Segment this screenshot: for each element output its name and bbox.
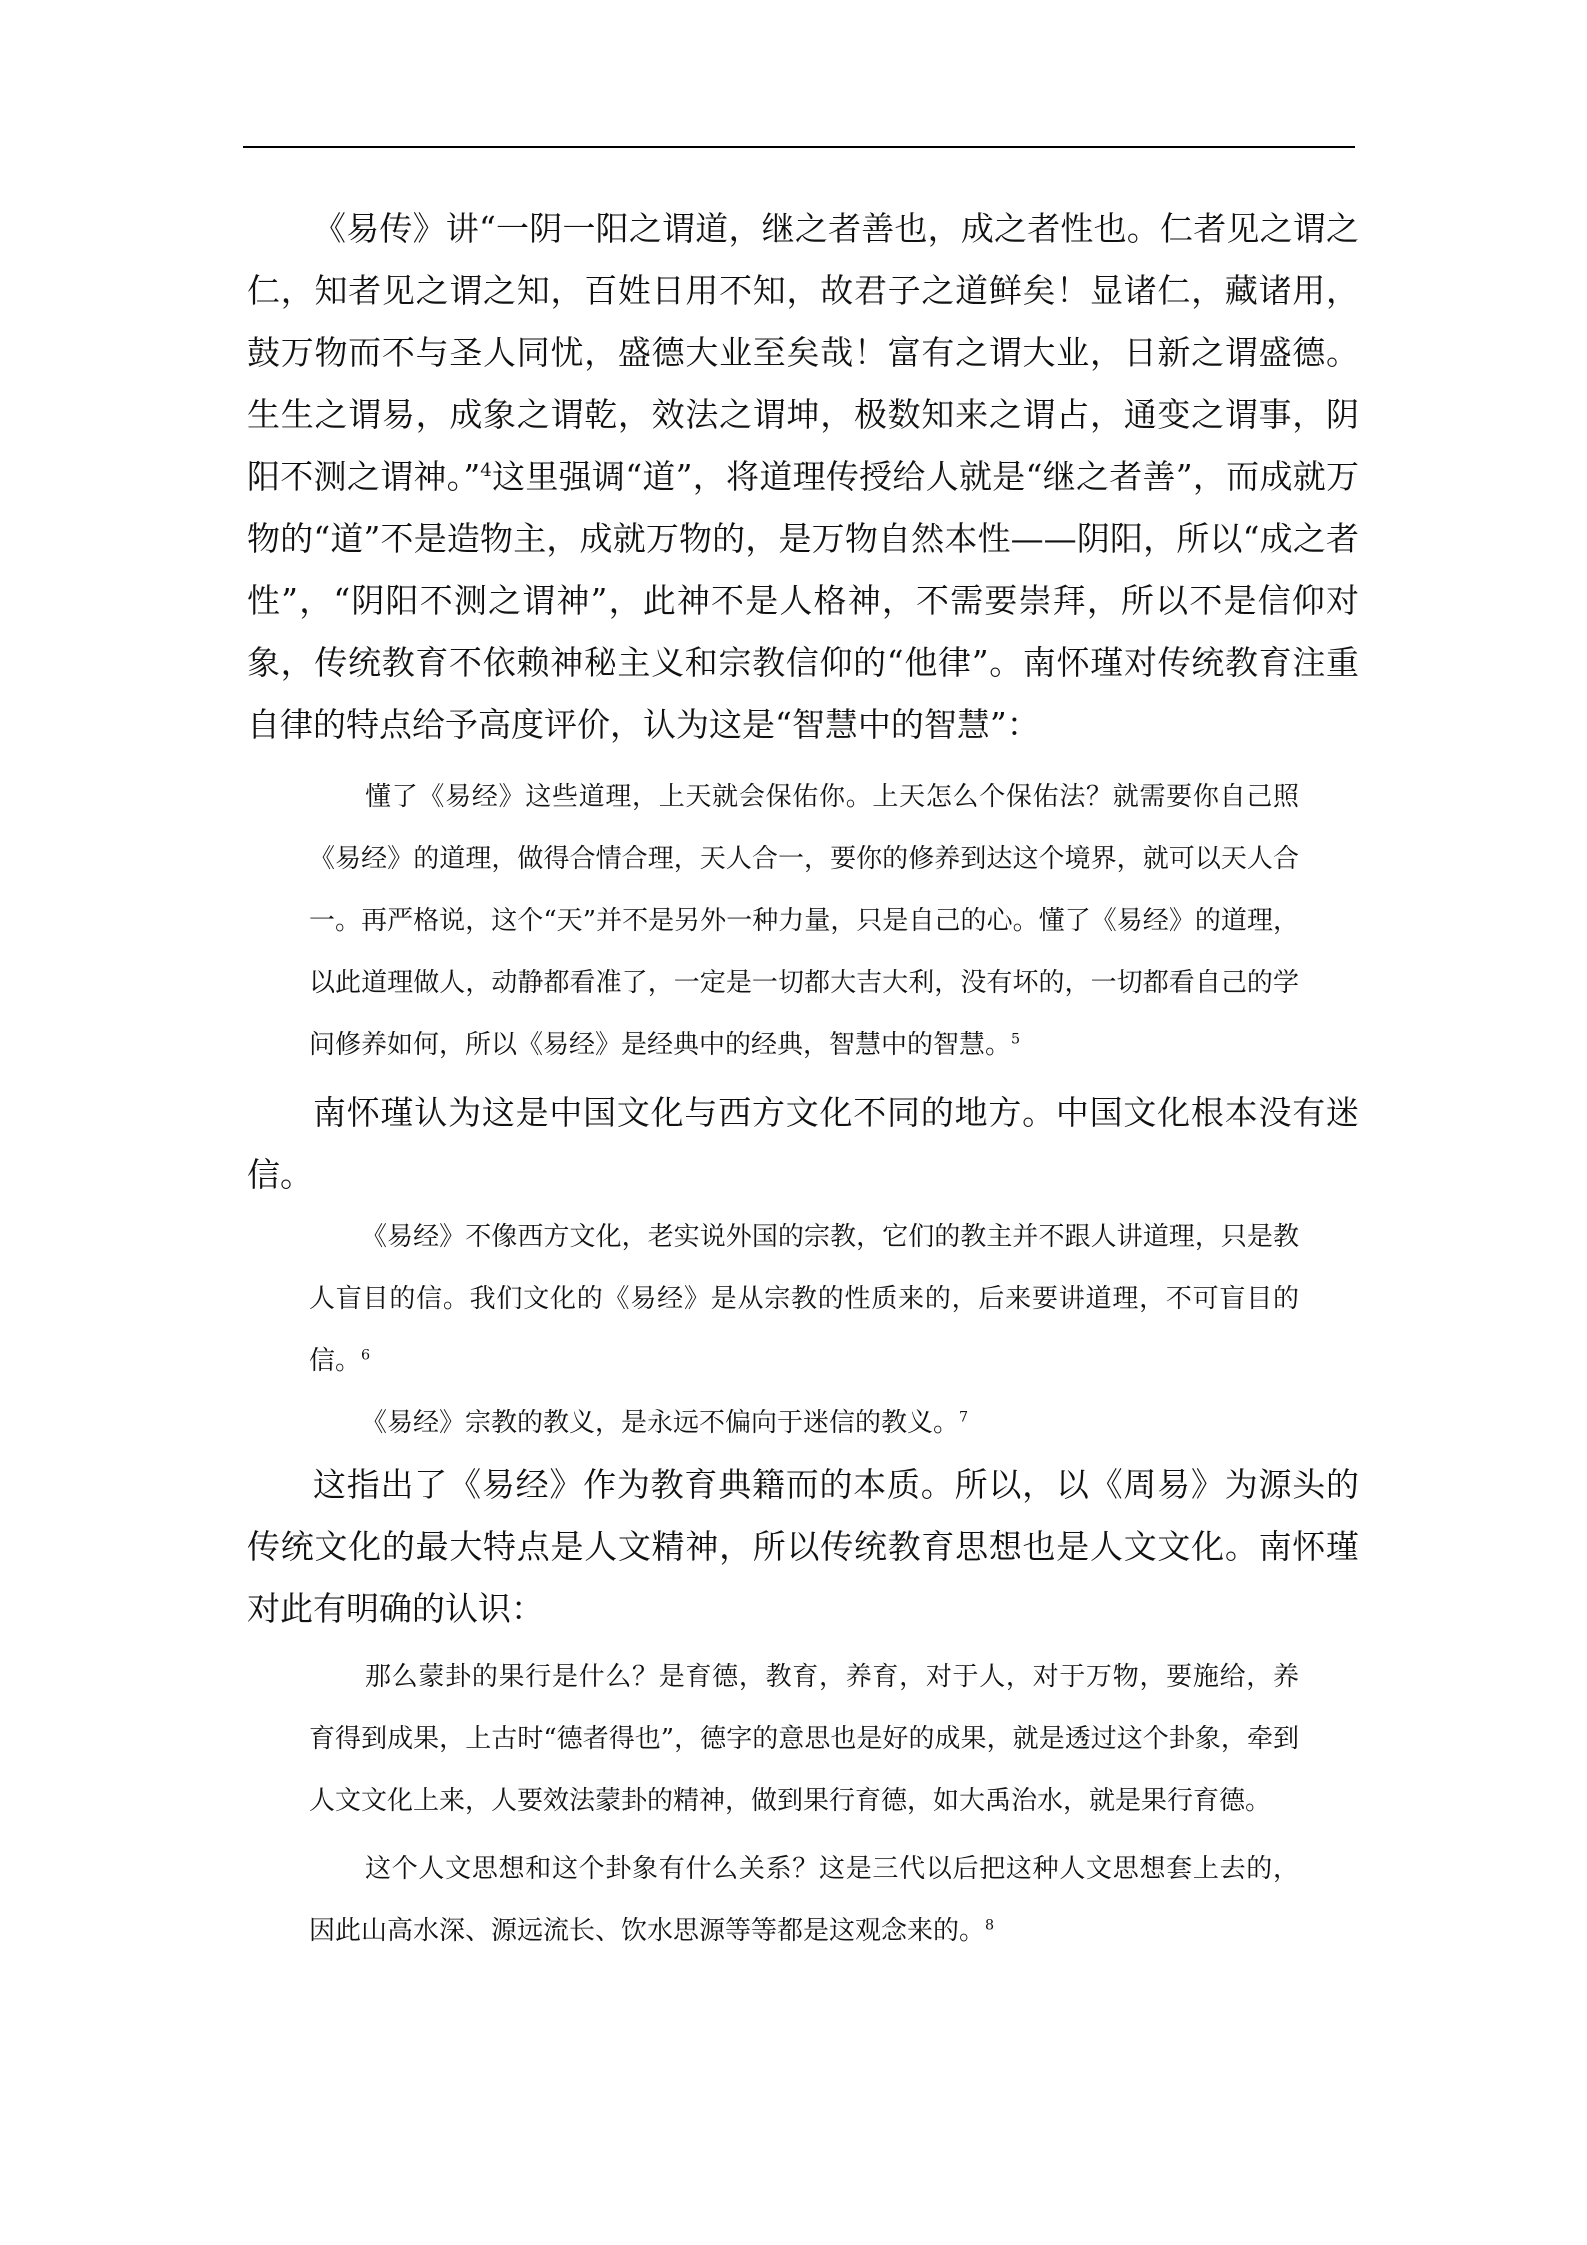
paragraph-text: 南怀瑾认为这是中国文化与西方文化不同的地方。中国文化根本没有迷信。: [247, 1093, 1359, 1194]
footnote-ref-8: 8: [985, 1917, 995, 1934]
quote-text: 《易经》宗教的教义，是永远不偏向于迷信的教义。: [361, 1408, 960, 1438]
footnote-ref-5: 5: [1011, 1031, 1021, 1048]
quote-4: [247, 1646, 1299, 1832]
quote-3: [247, 1392, 1299, 1454]
document-body: [247, 198, 1359, 1962]
paragraph-text: 《易传》讲“一阴一阳之谓道，继之者善也，成之者性也。仁者见之谓之仁，知者见之谓之知，百姓日用不知，故君子之道鲜矣！显诸仁，藏诸用，鼓万物而不与圣人同忧，盛德大业至矣哉！富有之谓大业，日新之谓盛德。生生之谓易，成象之谓乾，效法之谓坤，极数知来之谓占，通变之谓事，阴阳不测之谓神。”: [247, 209, 1359, 496]
paragraph-text: 这指出了《易经》作为教育典籍而的本质。所以，以《周易》为源头的传统文化的最大特点是人文精神，所以传统教育思想也是人文文化。南怀瑾对此有明确的认识：: [247, 1465, 1359, 1628]
paragraph-3: [247, 1454, 1359, 1640]
quote-text: 《易经》不像西方文化，老实说外国的宗教，它们的教主并不跟人讲道理，只是教人盲目的信。我们文化的《易经》是从宗教的性质来的，后来要讲道理，不可盲目的信。: [309, 1222, 1299, 1376]
paragraph-1: [247, 198, 1359, 756]
paragraph-2: [247, 1082, 1359, 1206]
quote-2: [247, 1206, 1299, 1392]
paragraph-text: 这里强调“道”，将道理传授给人就是“继之者善”，而成就万物的“道”不是造物主，成就万物的，是万物自然本性——阴阳，所以“成之者性”，“阴阳不测之谓神”，此神不是人格神，不需要崇拜，所以不是信仰对象，传统教育不依赖神秘主义和宗教信仰的“他律”。南怀瑾对传统教育注重自律的特点给予高度评价，认为这是“智慧中的智慧”：: [247, 457, 1360, 744]
footnote-ref-7: 7: [959, 1409, 969, 1426]
quote-text: 懂了《易经》这些道理，上天就会保佑你。上天怎么个保佑法？就需要你自己照《易经》的道理，做得合情合理，天人合一，要你的修养到达这个境界，就可以天人合一。再严格说，这个“天”并不是另外一种力量，只是自己的心。懂了《易经》的道理，以此道理做人，动静都看准了，一定是一切都大吉大利，没有坏的，一切都看自己的学问修养如何，所以《易经》是经典中的经典，智慧中的智慧。: [309, 782, 1299, 1060]
quote-1: [247, 766, 1299, 1076]
quote-text: 那么蒙卦的果行是什么？是育德，教育，养育，对于人，对于万物，要施给，养育得到成果，上古时“德者得也”，德字的意思也是好的成果，就是透过这个卦象，牵到人文文化上来，人要效法蒙卦的精神，做到果行育德，如大禹治水，就是果行育德。: [309, 1662, 1299, 1816]
quote-5: [247, 1838, 1299, 1962]
footnote-ref-6: 6: [361, 1347, 371, 1364]
quote-text: 这个人文思想和这个卦象有什么关系？这是三代以后把这种人文思想套上去的，因此山高水深、源远流长、饮水思源等等都是这观念来的。: [309, 1854, 1299, 1946]
footnote-ref-4: 4: [480, 460, 492, 481]
header-rule: [243, 146, 1355, 148]
